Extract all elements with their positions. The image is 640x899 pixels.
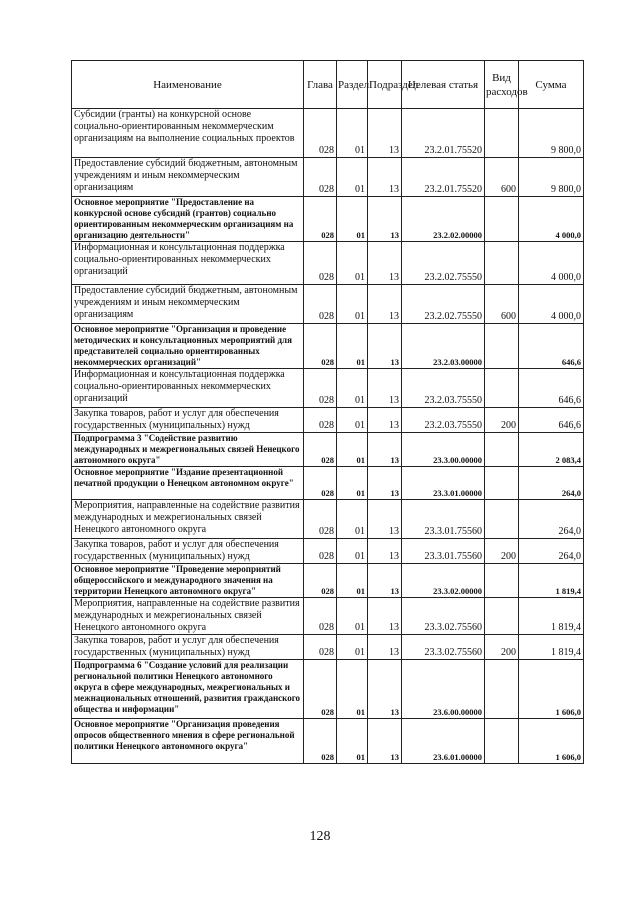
- cell-target: 23.3.01.75560: [402, 539, 485, 564]
- table-row: [72, 719, 584, 764]
- cell-glava: 028: [304, 564, 337, 598]
- cell-podrazdel: 13: [368, 109, 402, 158]
- cell-target: 23.2.03.00000: [402, 324, 485, 369]
- cell-glava: 028: [304, 197, 337, 242]
- cell-vid: 200: [485, 408, 519, 433]
- cell-podrazdel: 13: [368, 467, 402, 500]
- cell-sum: 264,0: [519, 467, 584, 500]
- table-row: [72, 635, 584, 660]
- cell-target: 23.2.02.75550: [402, 242, 485, 285]
- table-body: [72, 109, 584, 764]
- table-row: [72, 242, 584, 285]
- cell-razdel: 01: [337, 635, 368, 660]
- cell-target: 23.2.03.75550: [402, 369, 485, 408]
- cell-podrazdel: 13: [368, 598, 402, 635]
- table-row: [72, 197, 584, 242]
- cell-sum: 9 800,0: [519, 109, 584, 158]
- budget-table: [71, 60, 584, 764]
- table-row: [72, 324, 584, 369]
- cell-vid: [485, 500, 519, 539]
- table-row: [72, 285, 584, 324]
- table-row: [72, 109, 584, 158]
- cell-glava: 028: [304, 433, 337, 467]
- cell-razdel: 01: [337, 719, 368, 764]
- cell-name: Мероприятия, направленные на содействие развития международных и межрегиональных связей Ненецкого автономного округа: [72, 500, 304, 539]
- table-header-row: [72, 61, 584, 109]
- cell-razdel: 01: [337, 109, 368, 158]
- cell-podrazdel: 13: [368, 408, 402, 433]
- cell-glava: 028: [304, 369, 337, 408]
- cell-sum: 1 819,4: [519, 635, 584, 660]
- cell-razdel: 01: [337, 433, 368, 467]
- cell-name: Подпрограмма 3 "Содействие развитию международных и межрегиональных связей Ненецкого автономного округа": [72, 433, 304, 467]
- cell-sum: 1 819,4: [519, 598, 584, 635]
- header-name: Наименование: [72, 61, 304, 109]
- cell-name: Закупка товаров, работ и услуг для обеспечения государственных (муниципальных) нужд: [72, 635, 304, 660]
- cell-glava: 028: [304, 285, 337, 324]
- cell-glava: 028: [304, 500, 337, 539]
- cell-name: Основное мероприятие "Предоставление на конкурсной основе субсидий (грантов) социально ориентированным некоммерческим организациям на организацию деятельности": [72, 197, 304, 242]
- cell-vid: 600: [485, 285, 519, 324]
- cell-name: Основное мероприятие "Проведение мероприятий общероссийского и международного значения на территории Ненецкого автономного округа": [72, 564, 304, 598]
- header-glava: Глава: [304, 61, 337, 109]
- cell-podrazdel: 13: [368, 433, 402, 467]
- cell-sum: 1 606,0: [519, 719, 584, 764]
- cell-razdel: 01: [337, 467, 368, 500]
- cell-podrazdel: 13: [368, 369, 402, 408]
- cell-glava: 028: [304, 719, 337, 764]
- header-vid: Вид расходов: [485, 61, 519, 109]
- cell-vid: [485, 109, 519, 158]
- cell-glava: 028: [304, 158, 337, 197]
- cell-sum: 264,0: [519, 539, 584, 564]
- cell-glava: 028: [304, 408, 337, 433]
- cell-razdel: 01: [337, 197, 368, 242]
- table-row: [72, 564, 584, 598]
- cell-vid: 600: [485, 158, 519, 197]
- cell-podrazdel: 13: [368, 564, 402, 598]
- cell-target: 23.3.02.75560: [402, 598, 485, 635]
- cell-name: Подпрограмма 6 "Создание условий для реализации региональной политики Ненецкого автономного округа в сфере международных, межрегиональных и межнациональных отношений, развития гражданского общества и информации": [72, 660, 304, 719]
- cell-sum: 2 083,4: [519, 433, 584, 467]
- cell-glava: 028: [304, 324, 337, 369]
- cell-target: 23.3.02.00000: [402, 564, 485, 598]
- table-row: [72, 433, 584, 467]
- cell-vid: [485, 433, 519, 467]
- cell-glava: 028: [304, 660, 337, 719]
- cell-sum: 1 606,0: [519, 660, 584, 719]
- cell-glava: 028: [304, 109, 337, 158]
- cell-target: 23.3.01.00000: [402, 467, 485, 500]
- cell-vid: [485, 242, 519, 285]
- cell-glava: 028: [304, 467, 337, 500]
- cell-podrazdel: 13: [368, 660, 402, 719]
- cell-sum: 4 000,0: [519, 197, 584, 242]
- cell-podrazdel: 13: [368, 539, 402, 564]
- table-row: [72, 660, 584, 719]
- table-row: [72, 598, 584, 635]
- cell-target: 23.2.01.75520: [402, 158, 485, 197]
- cell-razdel: 01: [337, 158, 368, 197]
- cell-sum: 646,6: [519, 369, 584, 408]
- cell-razdel: 01: [337, 660, 368, 719]
- table-row: [72, 408, 584, 433]
- cell-sum: 646,6: [519, 324, 584, 369]
- cell-glava: 028: [304, 598, 337, 635]
- cell-name: Субсидии (гранты) на конкурсной основе социально-ориентированным некоммерческим организациям на выполнение социальных проектов: [72, 109, 304, 158]
- cell-podrazdel: 13: [368, 719, 402, 764]
- cell-name: Предоставление субсидий бюджетным, автономным учреждениям и иным некоммерческим организациям: [72, 158, 304, 197]
- cell-razdel: 01: [337, 242, 368, 285]
- cell-sum: 9 800,0: [519, 158, 584, 197]
- cell-vid: [485, 467, 519, 500]
- cell-vid: [485, 719, 519, 764]
- table-row: [72, 539, 584, 564]
- table-row: [72, 158, 584, 197]
- table-row: [72, 369, 584, 408]
- cell-razdel: 01: [337, 408, 368, 433]
- cell-razdel: 01: [337, 369, 368, 408]
- cell-target: 23.3.00.00000: [402, 433, 485, 467]
- cell-vid: [485, 324, 519, 369]
- cell-name: Основное мероприятие "Издание презентационной печатной продукции о Ненецком автономном округе": [72, 467, 304, 500]
- cell-razdel: 01: [337, 500, 368, 539]
- cell-podrazdel: 13: [368, 635, 402, 660]
- cell-name: Основное мероприятие "Организация и проведение методических и консультационных мероприятий для представителей социально ориентированных некоммерческих организаций": [72, 324, 304, 369]
- cell-razdel: 01: [337, 285, 368, 324]
- page-number: 128: [309, 829, 331, 844]
- cell-name: Основное мероприятие "Организация проведения опросов общественного мнения в сфере региональной политики Ненецкого автономного округа": [72, 719, 304, 764]
- cell-sum: 1 819,4: [519, 564, 584, 598]
- cell-target: 23.6.00.00000: [402, 660, 485, 719]
- cell-razdel: 01: [337, 539, 368, 564]
- cell-vid: 200: [485, 539, 519, 564]
- cell-glava: 028: [304, 242, 337, 285]
- cell-name: Предоставление субсидий бюджетным, автономным учреждениям и иным некоммерческим организациям: [72, 285, 304, 324]
- cell-vid: [485, 369, 519, 408]
- cell-sum: 4 000,0: [519, 242, 584, 285]
- cell-target: 23.2.03.75550: [402, 408, 485, 433]
- cell-razdel: 01: [337, 564, 368, 598]
- header-target: Целевая статья: [402, 61, 485, 109]
- cell-target: 23.2.02.75550: [402, 285, 485, 324]
- cell-podrazdel: 13: [368, 197, 402, 242]
- table-row: [72, 467, 584, 500]
- cell-sum: 4 000,0: [519, 285, 584, 324]
- cell-vid: 200: [485, 635, 519, 660]
- cell-razdel: 01: [337, 598, 368, 635]
- cell-glava: 028: [304, 539, 337, 564]
- cell-name: Информационная и консультационная поддержка социально-ориентированных некоммерческих организаций: [72, 242, 304, 285]
- cell-vid: [485, 564, 519, 598]
- header-podrazdel: Подраздел: [368, 61, 402, 109]
- table-row: [72, 500, 584, 539]
- cell-target: 23.6.01.00000: [402, 719, 485, 764]
- cell-podrazdel: 13: [368, 500, 402, 539]
- cell-name: Закупка товаров, работ и услуг для обеспечения государственных (муниципальных) нужд: [72, 539, 304, 564]
- header-sum: Сумма: [519, 61, 584, 109]
- cell-name: Информационная и консультационная поддержка социально-ориентированных некоммерческих организаций: [72, 369, 304, 408]
- cell-razdel: 01: [337, 324, 368, 369]
- cell-target: 23.2.01.75520: [402, 109, 485, 158]
- cell-target: 23.2.02.00000: [402, 197, 485, 242]
- cell-name: Мероприятия, направленные на содействие развития международных и межрегиональных связей Ненецкого автономного округа: [72, 598, 304, 635]
- cell-vid: [485, 598, 519, 635]
- cell-name: Закупка товаров, работ и услуг для обеспечения государственных (муниципальных) нужд: [72, 408, 304, 433]
- cell-podrazdel: 13: [368, 242, 402, 285]
- header-razdel: Раздел: [337, 61, 368, 109]
- cell-podrazdel: 13: [368, 324, 402, 369]
- cell-target: 23.3.01.75560: [402, 500, 485, 539]
- cell-sum: 264,0: [519, 500, 584, 539]
- cell-glava: 028: [304, 635, 337, 660]
- cell-podrazdel: 13: [368, 158, 402, 197]
- cell-podrazdel: 13: [368, 285, 402, 324]
- cell-vid: [485, 197, 519, 242]
- cell-target: 23.3.02.75560: [402, 635, 485, 660]
- cell-vid: [485, 660, 519, 719]
- cell-sum: 646,6: [519, 408, 584, 433]
